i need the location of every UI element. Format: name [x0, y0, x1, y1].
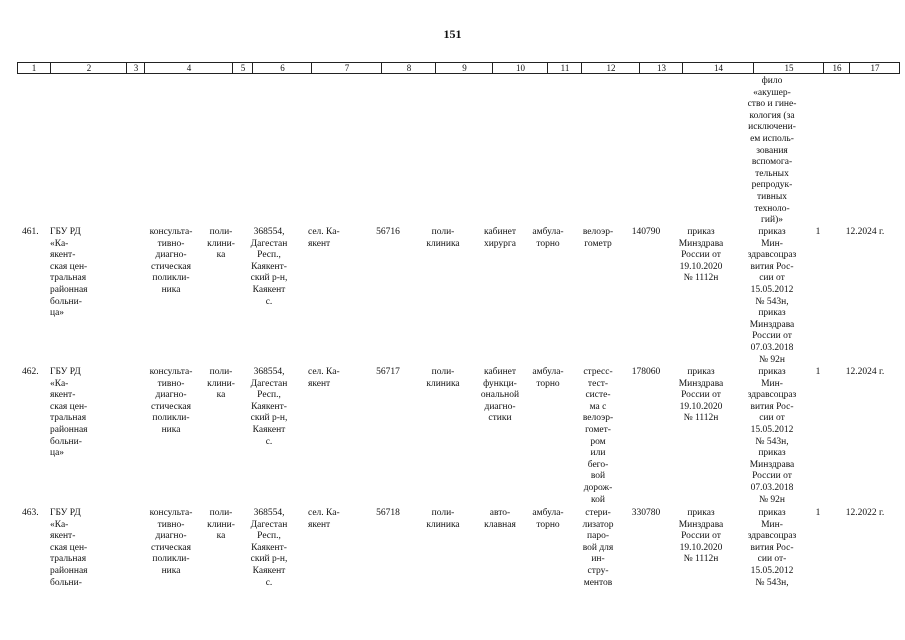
settlement-cell: сел. Ка- якент — [308, 508, 340, 530]
code-cell: 56716 — [376, 227, 400, 237]
header-col-17: 17 — [849, 63, 900, 73]
price-cell: 178060 — [631, 367, 661, 377]
row-number: 463. — [22, 508, 39, 518]
mode-cell: амбула- торно — [532, 367, 564, 389]
institution-type-cell: консульта- тивно- диагно- стическая поликли- ника — [149, 227, 193, 295]
address-cell: 368554, Дагестан Респ., Каякент- ский р-н, Каякент с. — [250, 508, 288, 588]
header-col-11: 11 — [547, 63, 582, 73]
code-cell: 56717 — [376, 367, 400, 377]
mode-cell: амбула- торно — [532, 227, 564, 249]
organization-cell: ГБУ РД «Ка- якент- ская цен- тральная районная больни- ца» — [50, 367, 88, 459]
header-col-9: 9 — [435, 63, 493, 73]
basis-cell: приказ Мин- здравсоцраз вития Рос- сии от 15.05.2012 № 543н, приказ Минздрава России от 07.03.2018 № 92н — [747, 227, 797, 365]
header-col-13: 13 — [639, 63, 683, 73]
mode-cell: амбула- торно — [532, 508, 564, 530]
date-cell: 12.2024 г. — [845, 367, 885, 377]
header-col-3: 3 — [126, 63, 145, 73]
institution-type-cell: консульта- тивно- диагно- стическая поликли- ника — [149, 367, 193, 435]
institution-type-cell: консульта- тивно- диагно- стическая поликли- ника — [149, 508, 193, 576]
unit-cell: поли- клиника — [426, 508, 460, 530]
institution-kind-cell: поли- клини- ка — [207, 367, 235, 401]
room-cell: кабинет функци- ональной диагно- стики — [480, 367, 520, 424]
equipment-cell: стери- лизатор паро- вой для ин- стру- ментов — [582, 508, 614, 588]
header-col-6: 6 — [252, 63, 312, 73]
order-cell: приказ Минздрава России от 19.10.2020 № 1112н — [678, 367, 724, 424]
price-cell: 140790 — [631, 227, 661, 237]
header-col-8: 8 — [381, 63, 436, 73]
organization-cell: ГБУ РД «Ка- якент- ская цен- тральная районная больни- ца» — [50, 227, 88, 319]
room-cell: кабинет хирурга — [483, 227, 517, 249]
room-cell: авто- клавная — [484, 508, 516, 530]
date-cell: 12.2022 г. — [845, 508, 885, 518]
basis-cell: приказ Мин- здравсоцраз вития Рос- сии от- 15.05.2012 № 543н, — [747, 508, 797, 588]
institution-kind-cell: поли- клини- ка — [207, 508, 235, 542]
settlement-cell: сел. Ка- якент — [308, 367, 340, 389]
organization-cell: ГБУ РД «Ка- якент- ская цен- тральная районная больни- — [50, 508, 88, 588]
row-number: 461. — [22, 227, 39, 237]
order-cell: приказ Минздрава России от 19.10.2020 № 1112н — [678, 508, 724, 565]
header-col-4: 4 — [144, 63, 233, 73]
header-col-5: 5 — [232, 63, 253, 73]
address-cell: 368554, Дагестан Респ., Каякент- ский р-н, Каякент с. — [250, 367, 288, 447]
unit-cell: поли- клиника — [426, 367, 460, 389]
equipment-cell: велоэр- гометр — [582, 227, 614, 249]
institution-kind-cell: поли- клини- ка — [207, 227, 235, 261]
header-col-14: 14 — [682, 63, 754, 73]
price-cell: 330780 — [631, 508, 661, 518]
quantity-cell: 1 — [815, 227, 821, 237]
date-cell: 12.2024 г. — [845, 227, 885, 237]
header-col-15: 15 — [753, 63, 824, 73]
header-col-10: 10 — [492, 63, 548, 73]
header-col-7: 7 — [311, 63, 382, 73]
address-cell: 368554, Дагестан Респ., Каякент- ский р-н, Каякент с. — [250, 227, 288, 307]
unit-cell: поли- клиника — [426, 227, 460, 249]
header-col-16: 16 — [823, 63, 850, 73]
settlement-cell: сел. Ка- якент — [308, 227, 340, 249]
header-col-12: 12 — [581, 63, 640, 73]
quantity-cell: 1 — [815, 508, 821, 518]
basis-cell: приказ Мин- здравсоцраз вития Рос- сии от 15.05.2012 № 543н, приказ Минздрава России от 07.03.2018 № 92н — [747, 367, 797, 505]
equipment-cell: стресс- тест- систе- ма с велоэр- гомет- ром или бего- вой дорож- кой — [582, 367, 614, 505]
code-cell: 56718 — [376, 508, 400, 518]
header-col-2: 2 — [50, 63, 127, 73]
page-number: 151 — [443, 27, 462, 41]
quantity-cell: 1 — [815, 367, 821, 377]
row-number: 462. — [22, 367, 39, 377]
carryover-cell: фило «акушер- ство и гине- кология (за исключени- ем исполь- зования вспомога- тельных репродук- тивных техноло- гий)» — [747, 76, 797, 226]
table-header — [17, 62, 900, 74]
header-col-1: 1 — [31, 63, 37, 73]
order-cell: приказ Минздрава России от 19.10.2020 № 1112н — [678, 227, 724, 284]
